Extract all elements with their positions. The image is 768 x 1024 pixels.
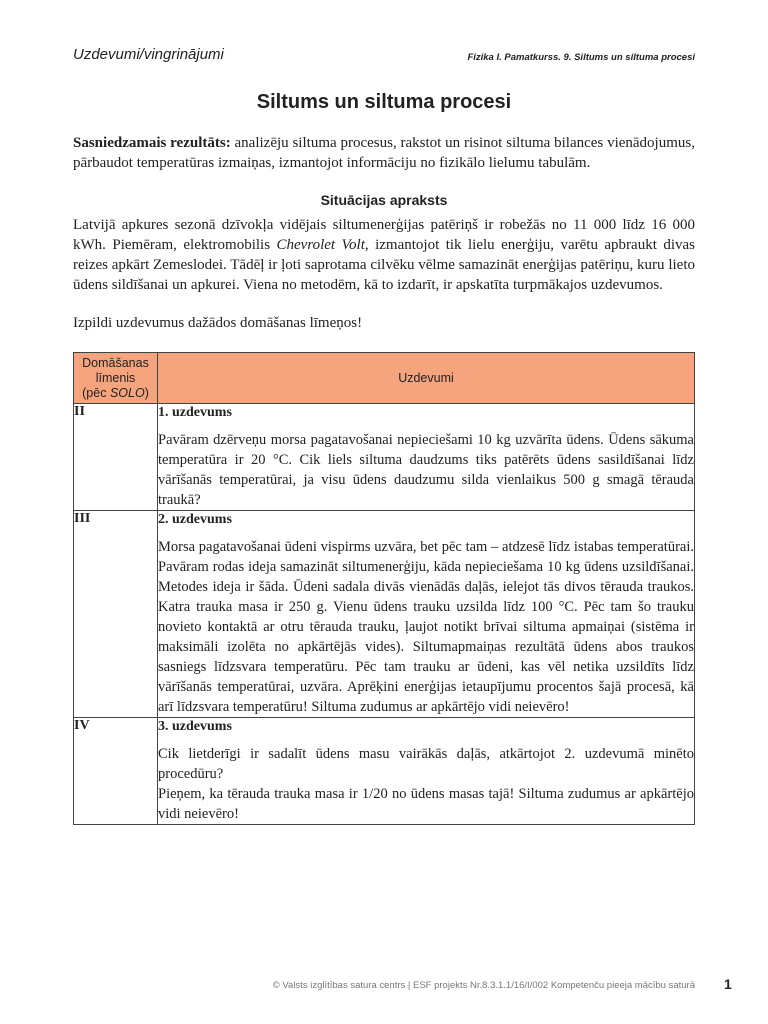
header-section-label: Uzdevumi/vingrinājumi (73, 46, 224, 63)
situation-heading: Situācijas apraksts (320, 192, 448, 208)
car-name: Chevrolet Volt (276, 237, 365, 253)
level-cell: IV (74, 718, 158, 825)
task-cell (158, 718, 695, 825)
task-text: Morsa pagatavošanai ūdeni vispirms uzvāra, bet pēc tam – atdzesē līdz istabas temperatūrai. Pavāram rodas ideja samazināt siltumenerģiju, kāda nepieciešama 10 kg ūdens uzsildīšanai. Metodes ideja ir šāda. Ūdeni sadala divās vienādās daļās, ielejot tās divos tērauda traukos. Katra trauka masa ir 250 g. Vienu ūdens trauku uzsilda līdz 100 °C. Pēc tam šo trauku novieto kontaktā ar otru tērauda trauku, ļaujot notikt brīvai siltuma apmaiņai (sistēma ir maksimāli izolēta no apkārtējās vides). Siltumapmaiņas rezultātā ūdens abos traukos sasniegs līdzsvara temperatūru. Pēc tam trauku ar ūdeni, kas vēl netika uzsildīts līdz vārīšanās temperatūrai, uzvāra. Aprēķini enerģijas ietaupījumu procentos šajā procesā, kā arī līdzsvara temperatūru! Siltuma zudumus ar apkārtējo vidi neievēro! (158, 539, 694, 715)
level-cell: II (74, 404, 158, 511)
level-header-line3: (pēc SOLO) (82, 385, 149, 400)
result-label: Sasniedzamais rezultāts: (73, 135, 231, 151)
table-header-row (74, 353, 695, 404)
level-header-line2: līmenis (95, 370, 136, 385)
instruction: Izpildi uzdevumus dažādos domāšanas līmeņos! (73, 315, 363, 331)
situation-text-before: Latvijā apkures sezonā dzīvokļa vidējais siltumenerģijas patēriņš ir robežās no 11 000 līdz 16 000 kWh. Piemēram, elektromobilis (73, 217, 695, 253)
task-title: 2. uzdevums (158, 512, 232, 527)
header-course-title: Fizika I. Pamatkurss. 9. Siltums un siltuma procesi (467, 52, 695, 63)
level-cell: III (74, 511, 158, 718)
page-number: 1 (724, 976, 732, 992)
task-text-2: Pieņem, ka tērauda trauka masa ir 1/20 no ūdens masas tajā! Siltuma zudumus ar apkārtējo vidi neievēro! (158, 786, 694, 822)
task-cell (158, 511, 695, 718)
table-row (74, 404, 695, 511)
level-column-header (74, 353, 158, 404)
task-text: Cik lietderīgi ir sadalīt ūdens masu vairākās daļās, atkārtojot 2. uzdevumā minēto procedūru? (158, 746, 694, 782)
result-text: analizēju siltuma procesus, rakstot un risinot siltuma bilances vienādojumus, pārbaudot temperatūras izmaiņas, izmantojot informāciju no fizikālo lielumu tabulām. (73, 135, 695, 171)
tasks-column-header: Uzdevumi (158, 353, 695, 404)
level-header-line1: Domāšanas (82, 355, 149, 370)
task-text: Pavāram dzērveņu morsa pagatavošanai nepieciešami 10 kg uzvārīta ūdens. Ūdens sākuma temperatūra ir 20 °C. Cik liels siltuma daudzums tiks patērēts ūdens sasildīšanai līdz vārīšanās temperatūrai, ja visu ūdens daudzumu silda vienlaikus 500 g smagā tērauda traukā? (158, 432, 694, 508)
table-row (74, 718, 695, 825)
page-title: Siltums un siltuma procesi (256, 91, 512, 113)
situation-paragraph (73, 215, 695, 295)
task-cell (158, 404, 695, 511)
task-title: 1. uzdevums (158, 405, 232, 420)
footer-copyright: © Valsts izglītības satura centrs | ESF projekts Nr.8.3.1.1/16/I/002 Kompetenču pieeja mācību saturā (272, 980, 695, 991)
tasks-table (73, 352, 695, 825)
table-row (74, 511, 695, 718)
situation-text-after: , izmantojot tik lielu enerģiju, varētu apbraukt divas reizes apkārt Zemeslodei. Tādēļ ir ļoti saprotama cilvēku vēlme samazināt enerģijas patēriņu, kuru lieto ūdens sildīšanai un apkurei. Viena no metodēm, kā to izdarīt, ir apskatīta turpmākajos uzdevumos. (73, 237, 695, 293)
task-title: 3. uzdevums (158, 719, 232, 734)
result-paragraph (73, 133, 695, 173)
